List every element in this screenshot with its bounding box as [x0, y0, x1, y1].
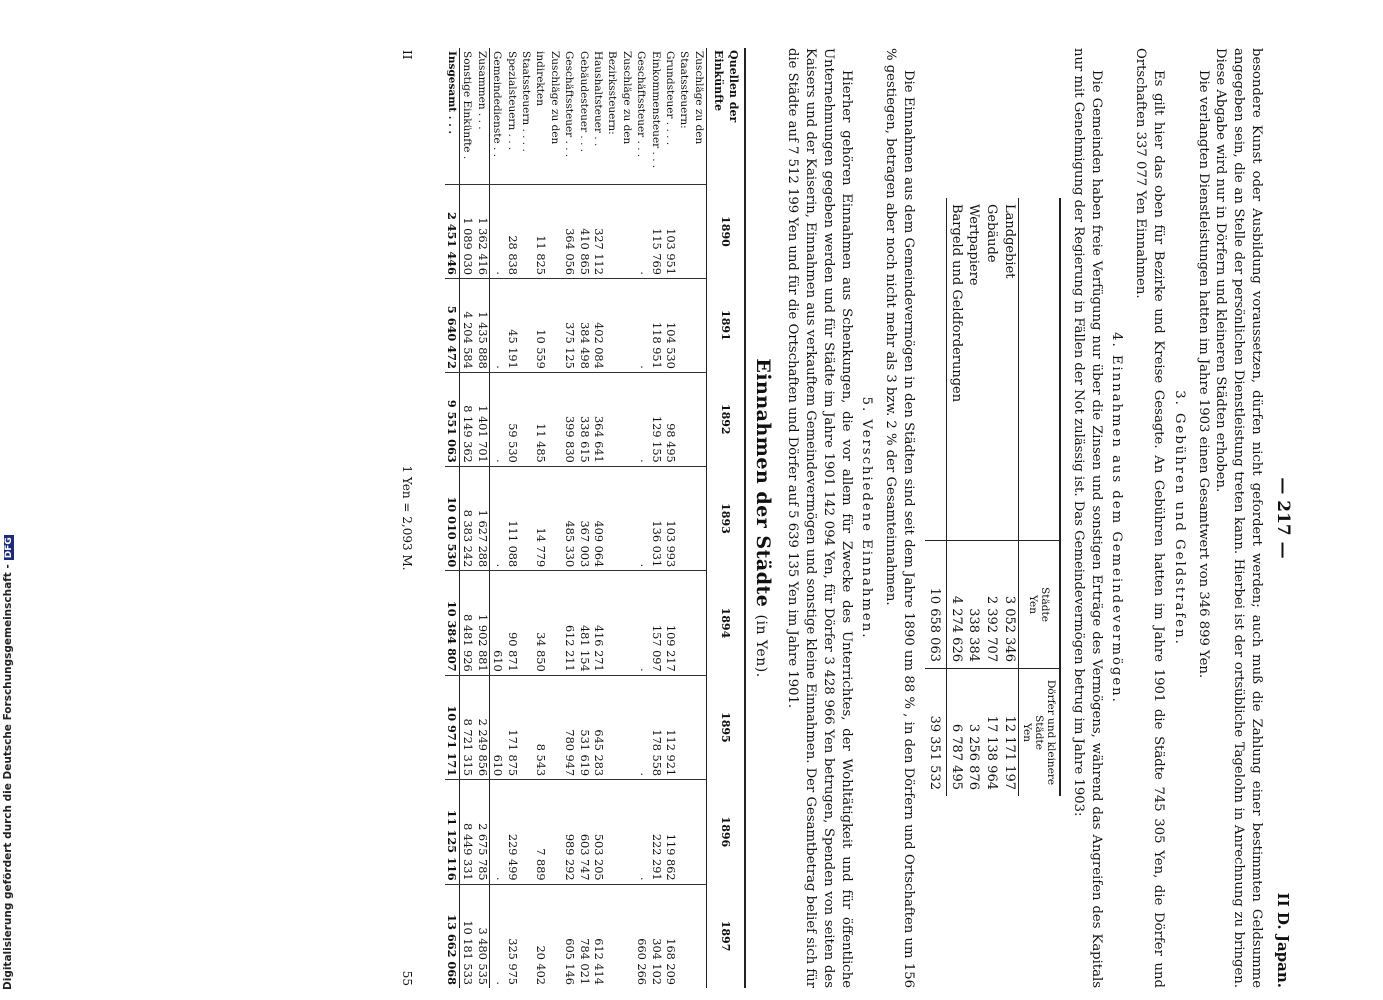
row-value: 384 498 [576, 278, 590, 372]
table-row [591, 48, 605, 988]
row-value: 5 640 472 [445, 278, 460, 372]
row-value: · [634, 780, 648, 884]
row-value: 367 003 [576, 466, 590, 570]
table-row [519, 48, 562, 988]
row-value: 3 480 535 [474, 884, 489, 988]
row-value [605, 278, 634, 372]
table-row [576, 48, 590, 988]
row-value: · [634, 278, 648, 372]
row-value: 10 010 530 [445, 466, 460, 570]
table-row [504, 48, 518, 988]
row-value: 1 627 288 [474, 466, 489, 570]
row-value: 503 205 [591, 780, 605, 884]
row-value: 481 154 [576, 571, 590, 675]
wealth-row [946, 198, 964, 796]
row-value: 338 615 [576, 372, 590, 466]
wealth-label: Gebäude [984, 204, 1000, 263]
row-value: 784 021 [576, 884, 590, 988]
wealth-table [925, 198, 1061, 796]
year-header: 1891 [706, 278, 744, 372]
row-value: 327 112 [591, 185, 605, 279]
year-header: 1890 [706, 185, 744, 279]
row-value: 8 383 242 [459, 466, 474, 570]
row-value: 7 889 [519, 780, 562, 884]
wealth-unit-1: Yen [1027, 595, 1040, 614]
section-5-paragraph: Hierher gehören Einnahmen aus Schenkungen, die vor allem für Zwecke des Unterrichtes, der Wohltätigkeit und für öffentliche Unternehmungen gegeben werden und für Städte im Jahre 1901 142 094 Yen, für Dörfer 3 428 966 Yen betrugen, Spenden von seiten des Kaisers und der Kaiserin, Einnahmen aus verkauftem Gemeindevermögen und sonstige kleine Einnahmen. Der Gesamtbetrag belief sich für die Städte auf 7 512 199 Yen und für die Ortschaften und Dörfer auf 5 639 135 Yen im Jahre 1901. [785, 48, 854, 988]
row-value: 1 362 416 [474, 185, 489, 279]
row-value: 10 384 807 [445, 571, 460, 675]
row-value: 222 291 [648, 780, 662, 884]
row-value: 10 181 533 [459, 884, 474, 988]
row-label: Insgesamt . . . [445, 48, 460, 185]
row-value: 104 530 [663, 278, 677, 372]
wealth-label: Bargeld und Geldforderungen [948, 204, 964, 403]
table-row [663, 48, 677, 988]
row-value: 416 271 [591, 571, 605, 675]
table-row [562, 48, 576, 988]
row-value: 136 031 [648, 466, 662, 570]
row-value: 157 097 [648, 571, 662, 675]
row-value: 304 102 [648, 884, 662, 988]
section-5-heading: 5. Verschiedene Einnahmen. [859, 396, 875, 640]
row-value: 34 850 [519, 571, 562, 675]
row-value: 109 217 [663, 571, 677, 675]
row-value: 603 747 [576, 780, 590, 884]
wealth-unit-2: Yen [1021, 723, 1034, 742]
digitization-text: Digitalisierung gefördert durch die Deutsche Forschungsgemeinschaft - [2, 564, 14, 990]
row-value: 409 064 [591, 466, 605, 570]
wealth-col-doerfer: Dörfer und kleinere Städte [1033, 679, 1058, 786]
row-value: · [489, 466, 504, 570]
row-value: 115 769 [648, 185, 662, 279]
table-row [459, 48, 474, 988]
city-table-title [752, 48, 775, 988]
row-value: 399 830 [562, 372, 576, 466]
row-value [605, 884, 634, 988]
row-value: 118 951 [648, 278, 662, 372]
row-value: 1 435 888 [474, 278, 489, 372]
wealth-value: 3 256 876 [965, 669, 983, 797]
row-value: 989 292 [562, 780, 576, 884]
row-value: 45 191 [504, 278, 518, 372]
row-value: 10 559 [519, 278, 562, 372]
dfg-logo: DFG [4, 537, 14, 559]
table-row [445, 48, 460, 988]
row-value: 325 975 [504, 884, 518, 988]
row-value: 1 902 881 [474, 571, 489, 675]
row-value: · [489, 278, 504, 372]
table-row [648, 48, 662, 988]
intro-sentence: Die verlangten Dienstleistungen hatten im Jahre 1903 einen Gesamtwert von 346 899 Yen. [1195, 70, 1211, 679]
row-value: 364 056 [562, 185, 576, 279]
row-label: Geschäftssteuer . . . [635, 51, 648, 158]
row-value [677, 780, 706, 884]
section-3-paragraph: Es gilt hier das oben für Bezirke und Kreise Gesagte. An Gebühren hatten im Jahre 1901 die Städte 745 305 Yen, die Dörfer und Ortschaften 337 077 Yen Einnahmen. [1133, 48, 1167, 988]
wealth-row [982, 198, 1000, 796]
row-value [677, 571, 706, 675]
footer-conversion: 1 Yen = 2,093 M. [399, 465, 414, 571]
row-value: · [489, 372, 504, 466]
row-value [605, 780, 634, 884]
row-value: 28 838 [504, 185, 518, 279]
row-label: Zuschläge zu den Bezirkssteuern: [606, 51, 633, 145]
row-value: 103 993 [663, 466, 677, 570]
row-value: · [634, 372, 648, 466]
row-value: 178 558 [648, 675, 662, 779]
year-header: 1897 [706, 884, 744, 988]
row-value: 229 499 [504, 780, 518, 884]
row-value: 8 481 926 [459, 571, 474, 675]
year-header: 1896 [706, 780, 744, 884]
row-value [677, 884, 706, 988]
wealth-value: 12 171 197 [1000, 669, 1018, 797]
row-label: Gemeindedienste . . [491, 51, 504, 158]
row-value [677, 675, 706, 779]
row-value: 2 675 785 [474, 780, 489, 884]
row-value: 1 401 701 [474, 372, 489, 466]
table-row [474, 48, 489, 988]
row-label: Spezialsteuern . . . [505, 51, 518, 151]
row-value: 13 662 068 [445, 884, 460, 988]
section-3-heading: 3. Gebühren und Geldstrafen. [1171, 390, 1187, 646]
row-value: · [634, 466, 648, 570]
row-value: 119 862 [663, 780, 677, 884]
row-value: · [634, 571, 648, 675]
wealth-value: 3 052 346 [1000, 541, 1018, 669]
row-value: 111 088 [504, 466, 518, 570]
row-value: · [634, 675, 648, 779]
row-value: 402 084 [591, 278, 605, 372]
row-label: Grundsteuer . . . . [664, 51, 677, 146]
row-value [677, 185, 706, 279]
wealth-label: Wertpapiere [966, 204, 982, 286]
row-value: 14 779 [519, 466, 562, 570]
row-value: 11 125 116 [445, 780, 460, 884]
row-value: 98 495 [663, 372, 677, 466]
intro-paragraph: besondere Kunst oder Ausbildung voraussetzen, dürfen nicht gefordert werden; auch muß die Zahlung einer bestimmten Geldsumme angegeben sein, die an Stelle der persönlichen Dienstleistung treten kann. Hierbei ist der ortsübliche Tagelohn in Anrechnung zu bringen. Diese Abgabe wird nur in Dörfern und kleineren Städten erhoben. [1213, 48, 1264, 988]
row-value: 375 125 [562, 278, 576, 372]
row-label: Sonstige Einkünfte . [461, 51, 474, 160]
row-value [605, 466, 634, 570]
wealth-value: 6 787 495 [946, 669, 964, 797]
row-label: Geschäftssteuer . . . [563, 51, 576, 158]
city-table-title-text: Einnahmen der Städte [752, 358, 775, 608]
wealth-value: 17 138 964 [982, 669, 1000, 797]
row-value [677, 278, 706, 372]
row-value: · [489, 185, 504, 279]
row-value: 660 266 [634, 884, 648, 988]
row-value: 171 875 [504, 675, 518, 779]
row-value: 485 330 [562, 466, 576, 570]
row-value: 20 402 [519, 884, 562, 988]
year-header: 1895 [706, 675, 744, 779]
row-value: 10 971 171 [445, 675, 460, 779]
row-value: 129 155 [648, 372, 662, 466]
row-value: 4 204 584 [459, 278, 474, 372]
row-value: 90 871 [504, 571, 518, 675]
row-value: · [489, 780, 504, 884]
wealth-row [965, 198, 983, 796]
table-row [489, 48, 504, 988]
row-value [605, 571, 634, 675]
row-value: 531 619 [576, 675, 590, 779]
row-value [677, 372, 706, 466]
city-income-table [445, 48, 746, 988]
city-table-unit: (in Yen). [753, 614, 770, 678]
row-value: 11 825 [519, 185, 562, 279]
row-label: Zusammen . . . [474, 48, 489, 185]
row-value: 364 641 [591, 372, 605, 466]
row-value: 11 485 [519, 372, 562, 466]
after-wealth-paragraph: Die Einnahmen aus dem Gemeindevermögen in den Städten sind seit dem Jahre 1890 um 88 % , in den Dörfern und Ortschaften um 156 % gestiegen, betragen aber noch nicht mehr als 3 bzw. 2 % der Gesamteinnahmen. [883, 48, 917, 988]
row-value: 8 543 [519, 675, 562, 779]
year-header: 1894 [706, 571, 744, 675]
row-value: 610 [489, 675, 504, 779]
row-label: Zuschläge zu den indirekten Staatssteuern . . . . [519, 51, 561, 152]
wealth-row [1000, 198, 1018, 796]
row-value: 2 249 856 [474, 675, 489, 779]
row-value: 1 089 030 [459, 185, 474, 279]
row-value: 112 921 [663, 675, 677, 779]
row-value: 8 449 331 [459, 780, 474, 884]
table-row [677, 48, 706, 988]
wealth-col-staedte: Städte [1039, 587, 1052, 622]
digitization-note [2, 535, 14, 990]
source-header: Quellen der Einkünfte [706, 48, 744, 185]
row-value: 610 [489, 571, 504, 675]
row-value [605, 185, 634, 279]
row-value: 645 283 [591, 675, 605, 779]
row-value: 59 530 [504, 372, 518, 466]
row-value: 612 211 [562, 571, 576, 675]
row-value: 9 551 063 [445, 372, 460, 466]
section-4-heading: 4. Einnahmen aus dem Gemeindevermögen. [1109, 332, 1125, 704]
page-number: — 217 — [1273, 477, 1293, 559]
page-header [1265, 48, 1291, 988]
row-value: · [634, 185, 648, 279]
wealth-total-doerfer: 39 351 532 [925, 669, 946, 797]
wealth-value: 4 274 626 [946, 541, 964, 669]
document-page [96, 48, 1291, 988]
row-value: 168 209 [663, 884, 677, 988]
footer-right: 55 [399, 970, 414, 986]
row-value: 410 865 [576, 185, 590, 279]
table-row [634, 48, 648, 988]
row-value [677, 466, 706, 570]
row-value: 612 414 [591, 884, 605, 988]
wealth-value: 2 392 707 [982, 541, 1000, 669]
wealth-value: 338 384 [965, 541, 983, 669]
row-value: 8 721 315 [459, 675, 474, 779]
wealth-label: Landgebiet [1002, 204, 1018, 279]
row-label: Einkommensteuer . . . [649, 51, 662, 169]
row-value [605, 372, 634, 466]
row-value: 2 451 446 [445, 185, 460, 279]
row-value [605, 675, 634, 779]
wealth-total-staedte: 10 658 063 [925, 541, 946, 669]
row-value: 780 947 [562, 675, 576, 779]
row-value: 103 951 [663, 185, 677, 279]
row-label: Haushaltsteuer . . [592, 51, 605, 147]
footer-left: II [399, 50, 414, 60]
table-row [605, 48, 634, 988]
wealth-total-row [925, 198, 946, 796]
section-4-paragraph: Die Gemeinden haben freie Verfügung nur über die Zinsen und sonstigen Erträge des Vermögens, während das Angreifen des Kapitals nur mit Genehmigung der Regierung in Fällen der Not zulässig ist. Das Gemeindevermögen betrug im Jahre 1903: [1070, 48, 1104, 988]
year-header: 1893 [706, 466, 744, 570]
year-header: 1892 [706, 372, 744, 466]
page-footer [395, 48, 415, 988]
row-value: 605 146 [562, 884, 576, 988]
row-value: 8 149 362 [459, 372, 474, 466]
row-value: · [489, 884, 504, 988]
row-label: Zuschläge zu den Staatssteuern: [678, 51, 705, 145]
section-title: II D. Japan. [1274, 892, 1292, 988]
row-label: Gebäudesteuer . . . [577, 51, 590, 153]
